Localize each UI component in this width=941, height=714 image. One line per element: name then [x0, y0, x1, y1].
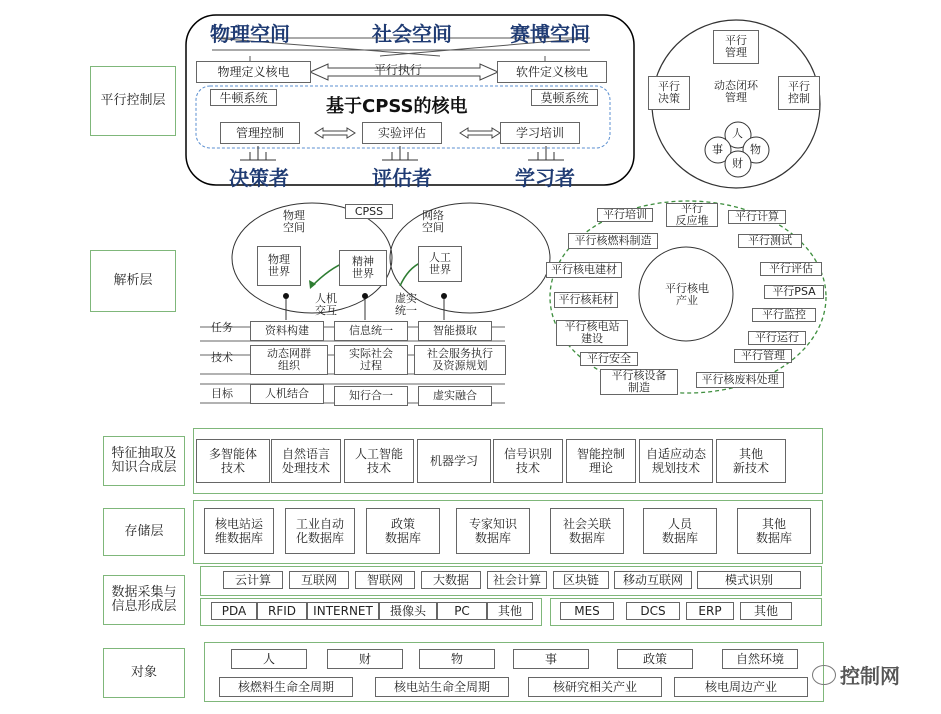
- goal-item: 人机结合: [250, 384, 324, 404]
- industry-item: 平行核电建材: [546, 262, 622, 278]
- industry-item: 平行核耗材: [554, 292, 618, 308]
- mind-world-box: 精神 世界: [339, 250, 387, 286]
- industry-item: 平行培训: [597, 208, 653, 222]
- industry-item: 平行监控: [752, 308, 816, 322]
- net-space-label: 网络 空间: [422, 209, 444, 234]
- feature-item: 自然语言 处理技术: [271, 439, 341, 483]
- feature-item: 自适应动态 规划技术: [639, 439, 713, 483]
- data-item: RFID: [257, 602, 307, 620]
- data-item: DCS: [626, 602, 680, 620]
- newton-box: 牛顿系统: [210, 89, 277, 106]
- tech-item: 实际社会 过程: [334, 345, 408, 375]
- row-goal-label: 目标: [211, 386, 233, 400]
- row-task-label: 任务: [211, 320, 233, 334]
- object-item: 财: [327, 649, 403, 669]
- layer-label-storage: 存储层: [103, 508, 185, 556]
- data-item: 社会计算: [487, 571, 547, 589]
- storage-item: 其他 数据库: [737, 508, 811, 554]
- industry-item: 平行PSA: [764, 285, 824, 299]
- layer-label-data: 数据采集与 信息形成层: [103, 575, 185, 625]
- task-item: 智能摄取: [418, 321, 492, 341]
- layer-label-object: 对象: [103, 648, 185, 698]
- object-item: 核电站生命全周期: [375, 677, 509, 697]
- loop-center-label: 动态闭环 管理: [714, 79, 758, 104]
- data-item: 云计算: [223, 571, 283, 589]
- loop-right-box: 平行 控制: [778, 76, 820, 110]
- watermark: [812, 660, 900, 689]
- goal-item: 虚实融合: [418, 386, 492, 406]
- feature-item: 机器学习: [417, 439, 491, 483]
- object-item: 自然环境: [722, 649, 798, 669]
- phys-space-label: 物理 空间: [283, 209, 305, 234]
- exp-box: 实验评估: [362, 122, 442, 144]
- goal-item: 知行合一: [334, 386, 408, 406]
- parallel-exec-label: 平行执行: [374, 63, 423, 77]
- feature-item: 智能控制 理论: [566, 439, 636, 483]
- watermark-text: 控制网: [840, 664, 900, 688]
- tech-item: 动态网群 组织: [250, 345, 328, 375]
- industry-item: 平行核燃料制造: [568, 233, 658, 249]
- data-item: INTERNET: [307, 602, 379, 620]
- industry-item: 平行管理: [734, 349, 792, 363]
- role-learner: 学习者: [515, 166, 575, 190]
- loop-ren: 人: [732, 127, 743, 140]
- cpss-box: CPSS: [345, 204, 393, 219]
- object-item: 核燃料生命全周期: [219, 677, 353, 697]
- data-item: PC: [437, 602, 487, 620]
- storage-item: 人员 数据库: [643, 508, 717, 554]
- data-item: 互联网: [289, 571, 349, 589]
- layer-label-control: 平行控制层: [90, 66, 176, 136]
- merton-box: 莫顿系统: [531, 89, 598, 106]
- industry-item: 平行计算: [728, 210, 786, 224]
- loop-top-box: 平行 管理: [713, 30, 759, 64]
- object-item: 物: [419, 649, 495, 669]
- cpss-core-title: 基于CPSS的核电: [326, 96, 468, 117]
- storage-item: 核电站运 维数据库: [204, 508, 274, 554]
- vr-label: 虚实 统一: [395, 292, 417, 317]
- chat-bubble-icon: [812, 665, 836, 685]
- data-item: 模式识别: [697, 571, 801, 589]
- role-decider: 决策者: [229, 166, 289, 190]
- data-item: 智联网: [355, 571, 415, 589]
- industry-item: 平行安全: [580, 352, 638, 366]
- loop-cai: 财: [732, 157, 743, 170]
- industry-item: 平行运行: [748, 331, 806, 345]
- feature-item: 其他 新技术: [716, 439, 786, 483]
- data-item: 其他: [740, 602, 792, 620]
- object-item: 人: [231, 649, 307, 669]
- mgmt-box: 管理控制: [220, 122, 300, 144]
- data-item: 大数据: [421, 571, 481, 589]
- data-item: 摄像头: [379, 602, 437, 620]
- data-item: MES: [560, 602, 614, 620]
- industry-item: 平行评估: [760, 262, 822, 276]
- storage-item: 工业自动 化数据库: [285, 508, 355, 554]
- layer-label-feature: 特征抽取及 知识合成层: [103, 436, 185, 486]
- loop-left-box: 平行 决策: [648, 76, 690, 110]
- object-item: 事: [513, 649, 589, 669]
- feature-item: 信号识别 技术: [493, 439, 563, 483]
- space-social: 社会空间: [372, 22, 452, 46]
- layer-label-analysis: 解析层: [90, 250, 176, 312]
- object-item: 核研究相关产业: [528, 677, 662, 697]
- loop-wu: 物: [750, 143, 761, 156]
- ai-world-box: 人工 世界: [418, 246, 462, 282]
- hci-label: 人机 交互: [315, 292, 337, 317]
- task-item: 资料构建: [250, 321, 324, 341]
- data-item: ERP: [686, 602, 734, 620]
- industry-center-label: 平行核电 产业: [665, 282, 709, 307]
- object-item: 政策: [617, 649, 693, 669]
- storage-item: 专家知识 数据库: [456, 508, 530, 554]
- learn-box: 学习培训: [500, 122, 580, 144]
- phys-world-box: 物理 世界: [257, 246, 301, 286]
- feature-item: 多智能体 技术: [196, 439, 270, 483]
- industry-item: 平行核设备 制造: [600, 369, 678, 395]
- industry-item: 平行核电站 建设: [556, 320, 628, 346]
- industry-item: 平行 反应堆: [666, 203, 718, 227]
- storage-item: 社会关联 数据库: [550, 508, 624, 554]
- object-item: 核电周边产业: [674, 677, 808, 697]
- task-item: 信息统一: [334, 321, 408, 341]
- data-item: 移动互联网: [614, 571, 692, 589]
- industry-item: 平行核废料处理: [696, 372, 784, 388]
- soft-core-box: 软件定义核电: [497, 61, 607, 83]
- space-cyber: 赛博空间: [510, 22, 590, 46]
- loop-shi: 事: [712, 143, 723, 156]
- data-item: 区块链: [553, 571, 609, 589]
- storage-item: 政策 数据库: [366, 508, 440, 554]
- data-item: PDA: [211, 602, 257, 620]
- data-item: 其他: [487, 602, 533, 620]
- feature-item: 人工智能 技术: [344, 439, 414, 483]
- tech-item: 社会服务执行 及资源规划: [414, 345, 506, 375]
- space-physical: 物理空间: [210, 22, 290, 46]
- row-tech-label: 技术: [211, 350, 233, 364]
- industry-item: 平行测试: [738, 234, 802, 248]
- role-evaluator: 评估者: [372, 166, 432, 190]
- phys-core-box: 物理定义核电: [196, 61, 311, 83]
